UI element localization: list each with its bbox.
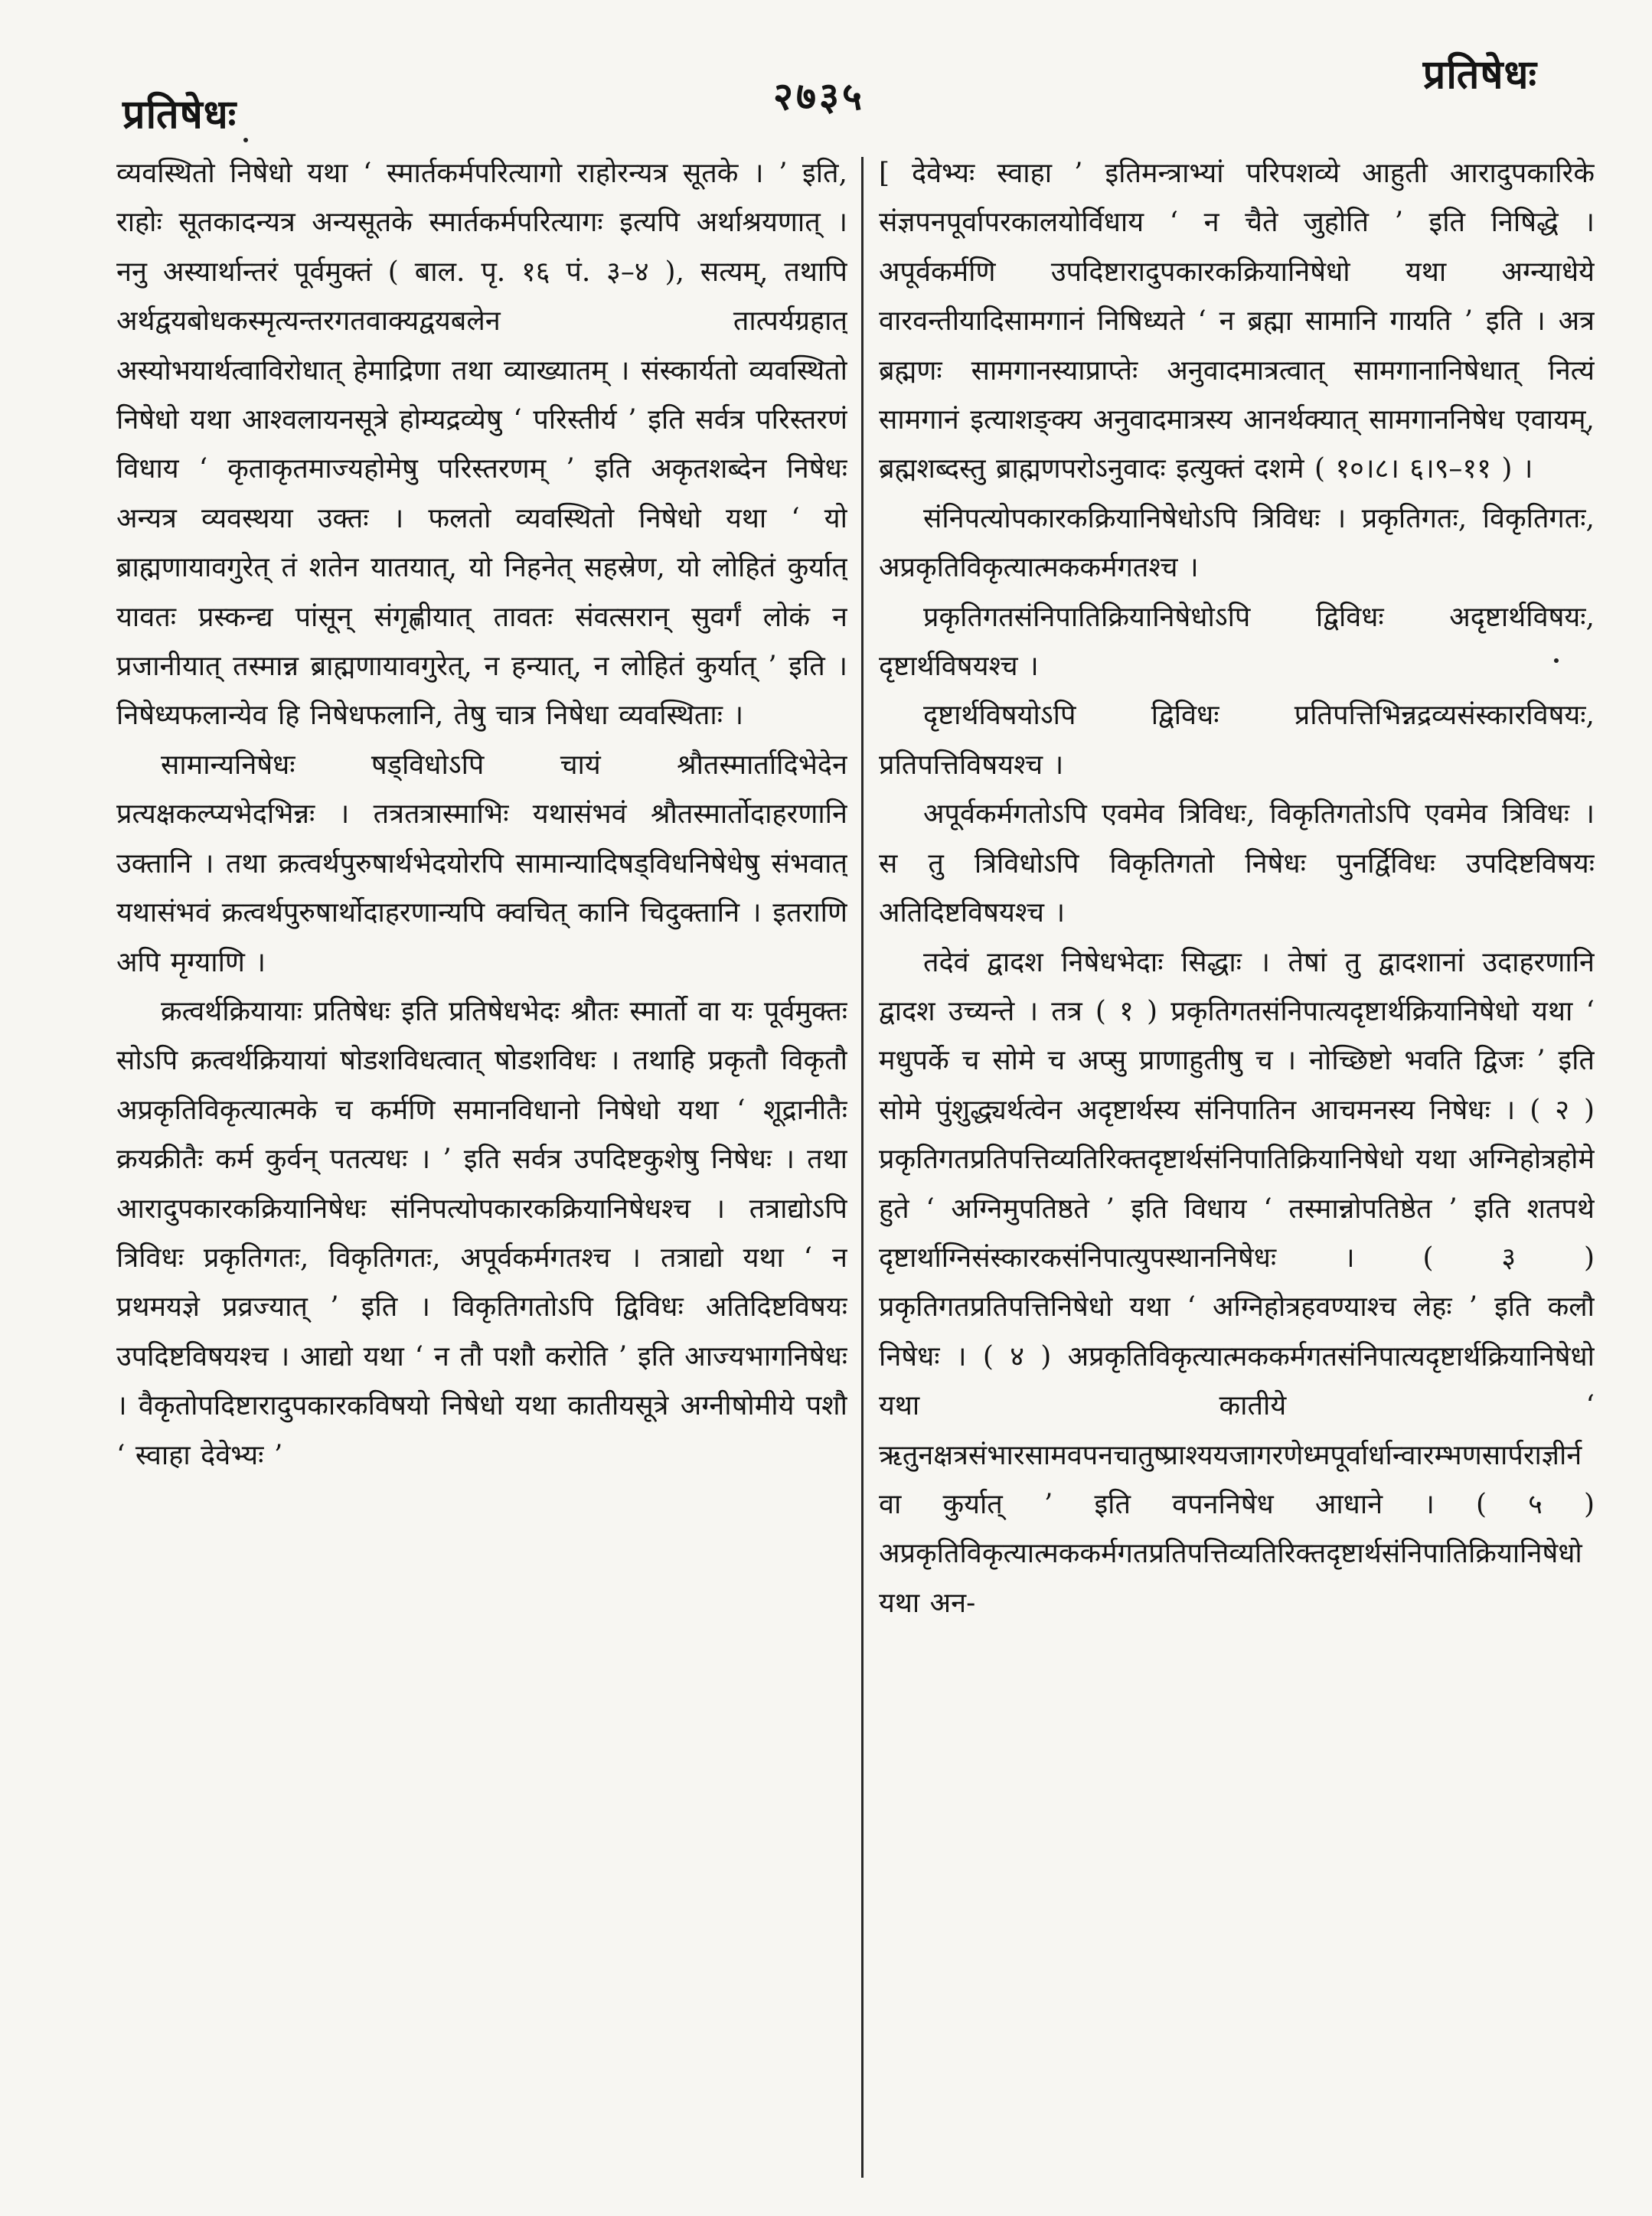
right-paragraph-5: अपूर्वकर्मगतोऽपि एवमेव त्रिविधः, विकृतिगतोऽपि एवमेव त्रिविधः । स तु त्रिविधोऽपि विकृतिगतो निषेधः पुनर्द्विविधः उपदिष्टविषयः अतिदिष्टविषयश्च ।: [879, 798, 1595, 929]
print-mark-right: [1554, 658, 1559, 663]
left-column: [116, 149, 847, 2178]
column-divider: [861, 157, 864, 2178]
left-paragraph-1: व्यवस्थितो निषेधो यथा ‘ स्मार्तकर्मपरित्यागो राहोरन्यत्र सूतके । ’ इति, राहोः सूतकादन्यत्र अन्यसूतके स्मार्तकर्मपरित्यागः इत्यपि अर्थाश्रयणात् । ननु अस्यार्थान्तरं पूर्वमुक्तं ( बाल. पृ. १६ पं. ३–४ ), सत्यम्, तथापि अर्थद्वयबोधकस्मृत्यन्तरगतवाक्यद्वयबलेन तात्पर्यग्रहात् अस्योभयार्थत्वाविरोधात् हेमाद्रिणा तथा व्याख्यातम् । संस्कार्यतो व्यवस्थितो निषेधो यथा आश्वलायनसूत्रे होम्यद्रव्येषु ‘ परिस्तीर्य ’ इति सर्वत्र परिस्तरणं विधाय ‘ कृताकृतमाज्यहोमेषु परिस्तरणम् ’ इति अकृतशब्देन निषेधः अन्यत्र व्यवस्थया उक्तः । फलतो व्यवस्थितो निषेधो यथा ‘ यो ब्राह्मणायावगुरेत् तं शतेन यातयात्, यो निहनेत् सहस्रेण, यो लोहितं कुर्यात् यावतः प्रस्कन्द्य पांसून् संगृह्णीयात् तावतः संवत्सरान् सुवर्गं लोकं न प्रजानीयात् तस्मान्न ब्राह्मणायावगुरेत्, न हन्यात्, न लोहितं कुर्यात् ’ इति । निषेध्यफलान्येव हि निषेधफलानि, तेषु चात्र निषेधा व्यवस्थिताः ।: [116, 158, 847, 732]
right-running-head: प्रतिषेधः: [1422, 51, 1537, 98]
page-number: २७३५: [773, 73, 865, 119]
right-paragraph-3: प्रकृतिगतसंनिपातिक्रियानिषेधोऽपि द्विविधः अदृष्टार्थविषयः, दृष्टार्थविषयश्च ।: [879, 601, 1595, 683]
print-mark: [243, 138, 248, 142]
right-paragraph-4: दृष्टार्थविषयोऽपि द्विविधः प्रतिपत्तिभिन्नद्रव्यसंस्कारविषयः, प्रतिपत्तिविषयश्च ।: [879, 700, 1595, 781]
right-paragraph-6: तदेवं द्वादश निषेधभेदाः सिद्धाः । तेषां तु द्वादशानां उदाहरणानि द्वादश उच्यन्ते । तत्र ( १ ) प्रकृतिगतसंनिपात्यदृष्टार्थक्रियानिषेधो यथा ‘ मधुपर्के च सोमे च अप्सु प्राणाहुतीषु च । नोच्छिष्टो भवति द्विजः ’ इति सोमे पुंशुद्ध्यर्थत्वेन अदृष्टार्थस्य संनिपातिन आचमनस्य निषेधः । ( २ ) प्रकृतिगतप्रतिपत्तिव्यतिरिक्तदृष्टार्थसंनिपातिक्रियानिषेधो यथा अग्निहोत्रहोमे हुते ‘ अग्निमुपतिष्ठते ’ इति विधाय ‘ तस्मान्नोपतिष्ठेत ’ इति शतपथे दृष्टार्थाग्निसंस्कारकसंनिपात्युपस्थाननिषेधः । ( ३ ) प्रकृतिगतप्रतिपत्तिनिषेधो यथा ‘ अग्निहोत्रहवण्याश्च लेहः ’ इति कलौ निषेधः । ( ४ ) अप्रकृतिविकृत्यात्मककर्मगतसंनिपात्यदृष्टार्थक्रियानिषेधो यथा कातीये ‘ ऋतुनक्षत्रसंभारसामवपनचातुष्प्राश्ययजागरणेध्मपूर्वार्धान्वारम्भणसार्पराज्ञीर्न वा कुर्यात् ’ इति वपननिषेध आधाने । ( ५ ) अप्रकृतिविकृत्यात्मककर्मगतप्रतिपत्तिव्यतिरिक्तदृष्टार्थसंनिपातिक्रियानिषेधो यथा अन-: [879, 946, 1595, 1619]
right-paragraph-2: संनिपत्योपकारकक्रियानिषेधोऽपि त्रिविधः । प्रकृतिगतः, विकृतिगतः, अप्रकृतिविकृत्यात्मककर्मगतश्च ।: [879, 502, 1595, 584]
left-paragraph-3: क्रत्वर्थक्रियायाः प्रतिषेधः इति प्रतिषेधभेदः श्रौतः स्मार्तो वा यः पूर्वमुक्तः सोऽपि क्रत्वर्थक्रियायां षोडशविधत्वात् षोडशविधः । तथाहि प्रकृतौ विकृतौ अप्रकृतिविकृत्यात्मके च कर्मणि समानविधानो निषेधो यथा ‘ शूद्रानीतैः क्रयक्रीतैः कर्म कुर्वन् पतत्यधः । ’ इति सर्वत्र उपदिष्टकुशेषु निषेधः । तथा आरादुपकारकक्रियानिषेधः संनिपत्योपकारकक्रियानिषेधश्च । तत्राद्योऽपि त्रिविधः प्रकृतिगतः, विकृतिगतः, अपूर्वकर्मगतश्च । तत्राद्यो यथा ‘ न प्रथमयज्ञे प्रव्रज्यात् ’ इति । विकृतिगतोऽपि द्विविधः अतिदिष्टविषयः उपदिष्टविषयश्च । आद्यो यथा ‘ न तौ पशौ करोति ’ इति आज्यभागनिषेधः । वैकृतोपदिष्टारादुपकारकविषयो निषेधो यथा कातीयसूत्रे अग्नीषोमीये पशौ ‘ स्वाहा देवेभ्यः ’: [116, 995, 847, 1471]
page-header: [0, 0, 1652, 153]
left-running-head: प्रतिषेधः: [122, 91, 237, 138]
left-paragraph-2: सामान्यनिषेधः षड्विधोऽपि चायं श्रौतस्मार्तादिभेदेन प्रत्यक्षकल्प्यभेदभिन्नः । तत्रतत्रास्माभिः यथासंभवं श्रौतस्मार्तोदाहरणानि उक्तानि । तथा क्रत्वर्थपुरुषार्थभेदयोरपि सामान्यादिषड्विधनिषेधेषु संभवात् यथासंभवं क्रत्वर्थपुरुषार्थोदाहरणान्यपि क्वचित् कानि चिदुक्तानि । इतराणि अपि मृग्याणि ।: [116, 749, 847, 978]
right-column: [879, 149, 1595, 2178]
right-paragraph-1: [ देवेभ्यः स्वाहा ’ इतिमन्त्राभ्यां परिपशव्ये आहुती आरादुपकारिके संज्ञपनपूर्वापरकालयोर्विधाय ‘ न चैते जुहोति ’ इति निषिद्धे । अपूर्वकर्मणि उपदिष्टारादुपकारकक्रियानिषेधो यथा अग्न्याधेये वारवन्तीयादिसामगानं निषिध्यते ‘ न ब्रह्मा सामानि गायति ’ इति । अत्र ब्रह्मणः सामगानस्याप्राप्तेः अनुवादमात्रत्वात् सामगानानिषेधात् नित्यं सामगानं इत्याशङ्क्य अनुवादमात्रस्य आनर्थक्यात् सामगाननिषेध एवायम्, ब्रह्मशब्दस्तु ब्राह्मणपरोऽनुवादः इत्युक्तं दशमे ( १०।८। ६।९–११ ) ।: [879, 158, 1595, 485]
